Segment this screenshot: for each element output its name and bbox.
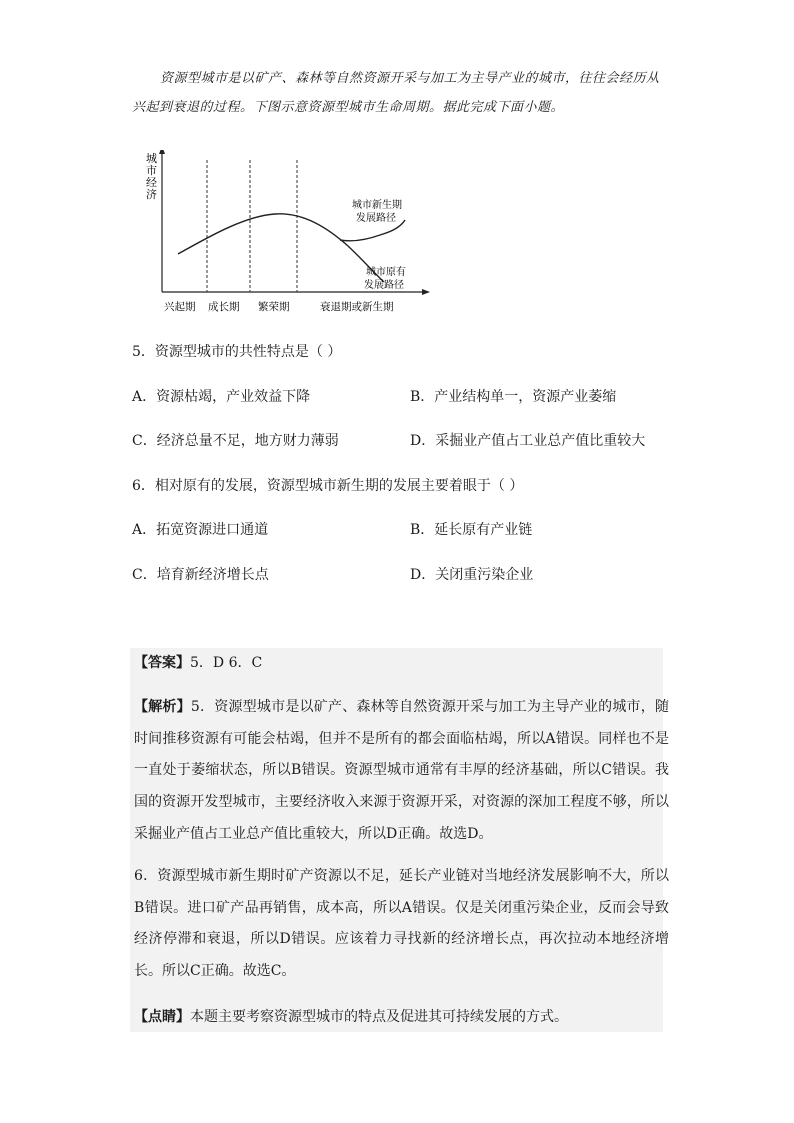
y-axis-arrow [159,150,165,154]
lifecycle-figure [140,150,440,320]
question-6-option-c[interactable]: C．培育新经济增长点 [132,567,269,583]
stage-label: 衰退期或新生期 [320,301,394,313]
new-path-label: 城市新生期 [352,200,402,211]
stage-label: 兴起期 [164,301,196,313]
y-axis-label-char: 城 [146,152,157,165]
analysis-paragraph-6: 6．资源型城市新生期时矿产资源以不足，延长产业链对当地经济发展影响不大，所以B错误。进口矿产品再销售，成本高，所以A错误。仅是关闭重污染企业，反而会导致经济停滞和衰退，所以D错误。应该着力寻找新的经济增长点，再次拉动本地经济增长。所以C正确。故选C。 [134,868,669,980]
analysis-paragraph-5 [134,692,669,851]
question-5-option-d[interactable]: D．采掘业产值占工业总产值比重较大 [410,433,646,449]
question-6-stem: 6．相对原有的发展，资源型城市新生期的发展主要着眼于（ ） [132,478,524,494]
y-axis-label-char: 济 [146,188,157,201]
comment-text: 本题主要考察资源型城市的特点及促进其可持续发展的方式。 [190,1009,568,1025]
answer-text: 5．D 6．C [190,655,263,671]
analysis-tag: 【解析】 [134,699,191,715]
question-5-option-b[interactable]: B．产业结构单一，资源产业萎缩 [410,389,617,405]
stage-label: 成长期 [208,301,240,313]
comment-line [134,1007,568,1027]
lifecycle-chart [140,150,440,320]
question-5-option-a[interactable]: A．资源枯竭，产业效益下降 [132,389,311,405]
stage-label: 繁荣期 [258,301,290,313]
old-path-label: 发展路径 [364,280,404,291]
question-6-option-a[interactable]: A．拓宽资源进口通道 [132,522,269,538]
question-5-stem: 5．资源型城市的共性特点是（ ） [132,344,342,360]
question-6-option-b[interactable]: B．延长原有产业链 [410,522,533,538]
answer-section [130,648,669,1032]
analysis-text-5: 5．资源型城市是以矿产、森林等自然资源开采与加工为主导产业的城市，随时间推移资源有可能会枯竭，但并不是所有的都会面临枯竭，所以A错误。同样也不是一直处于萎缩状态，所以B错误。资源型城市通常有丰厚的经济基础，所以C错误。我国的资源开发型城市，主要经济收入来源于资源开采，对资源的深加工程度不够，所以采掘业产值占工业总产值比重较大，所以D正确。故选D。 [134,699,669,842]
question-6-option-d[interactable]: D．关闭重污染企业 [410,567,534,583]
question-5-option-c[interactable]: C．经济总量不足，地方财力薄弱 [132,433,339,449]
answer-tag: 【答案】 [134,655,190,671]
new-path-label: 发展路径 [356,213,396,224]
original-path-curve [178,214,384,282]
old-path-label: 城市原有 [366,267,406,278]
intro-paragraph: 资源型城市是以矿产、森林等自然资源开采与加工为主导产业的城市，往往会经历从兴起到衰退的过程。下图示意资源型城市生命周期。据此完成下面小题。 [132,71,660,115]
y-axis-label-char: 市 [146,164,157,177]
comment-tag: 【点睛】 [134,1009,190,1025]
x-axis-arrow [422,289,430,295]
y-axis-label-char: 经 [146,176,157,189]
answer-line [134,653,262,673]
